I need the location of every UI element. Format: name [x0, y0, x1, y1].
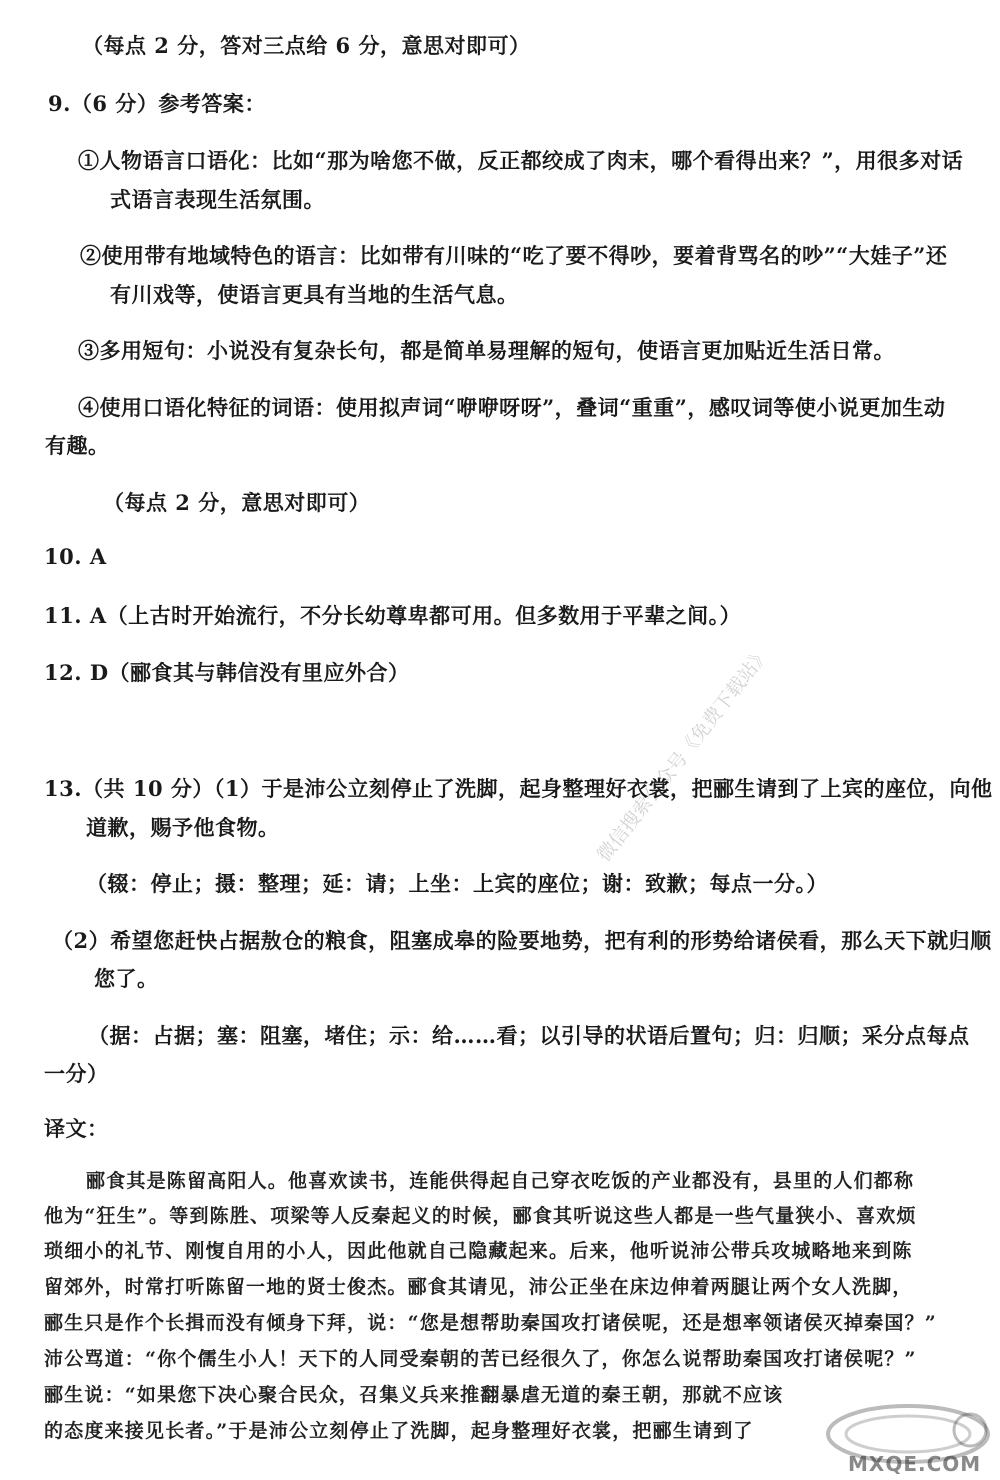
answer-line: ③多用短句：小说没有复杂长句，都是简单易理解的短句，使语言更加贴近生活日常。: [78, 338, 895, 363]
translation-line: 郦食其是陈留高阳人。他喜欢读书，连能供得起自己穿衣吃饭的产业都没有，县里的人们都称: [86, 1170, 915, 1192]
watermark-site: MXQE.COM: [848, 1452, 982, 1476]
answer-line: （每点 2 分，意思对即可）: [103, 490, 371, 515]
answer-line: 有趣。: [45, 433, 110, 458]
answer-line: （每点 2 分，答对三点给 6 分，意思对即可）: [82, 33, 531, 58]
answer-line: ④使用口语化特征的词语：使用拟声词“咿咿呀呀”，叠词“重重”，感叹词等使小说更加生动: [78, 395, 946, 420]
answer-line: 有川戏等，使语言更具有当地的生活气息。: [110, 282, 519, 307]
question-10-answer: 10. A: [44, 544, 107, 569]
answer-line: 式语言表现生活氛围。: [110, 187, 325, 212]
translation-line: 留郊外，时常打听陈留一地的贤士俊杰。郦食其请见，沛公正坐在床边伸着两腿让两个女人洗脚，: [44, 1276, 913, 1298]
answer-line: ①人物语言口语化：比如“那为啥您不做，反正都绞成了肉末，哪个看得出来？”，用很多对话: [78, 148, 964, 173]
answer-line: （2）希望您赶快占据敖仓的粮食，阻塞成皋的险要地势，把有利的形势给诸侯看，那么天下就归顺: [52, 928, 992, 953]
answer-line: 您了。: [94, 966, 159, 991]
answer-line: （辍：停止；摄：整理；延：请；上坐：上宾的座位；谢：致歉；每点一分。）: [86, 871, 828, 896]
answer-line: 一分）: [44, 1061, 109, 1086]
translation-line: 琐细小的礼节、刚愎自用的小人，因此他就自己隐藏起来。后来，他听说沛公带兵攻城略地来到陈: [44, 1240, 913, 1262]
translation-line: 郦生说：“如果您下决心聚合民众，召集义兵来推翻暴虐无道的秦王朝，那就不应该: [44, 1384, 784, 1406]
answer-line: （据：占据；塞：阻塞，堵住；示：给……看；以引导的状语后置句；归：归顺；采分点每点: [88, 1023, 970, 1048]
answer-line: 道歉，赐予他食物。: [86, 815, 280, 840]
question-12-answer: 12. D（郦食其与韩信没有里应外合）: [44, 660, 410, 685]
translation-line: 的态度来接见长者。”于是沛公立刻停止了洗脚，起身整理好衣裳，把郦生请到了: [44, 1420, 754, 1442]
translation-line: 他为“狂生”。等到陈胜、项梁等人反秦起义的时候，郦食其听说这些人都是一些气量狭小、喜欢烦: [44, 1205, 917, 1227]
question-9-heading: 9.（6 分）参考答案：: [48, 91, 266, 116]
question-13-heading: 13.（共 10 分）（1）于是沛公立刻停止了洗脚，起身整理好衣裳，把郦生请到了上宾的座位，向他: [44, 776, 993, 801]
translation-line: 沛公骂道：“你个儒生小人！天下的人同受秦朝的苦已经很久了，你怎么说帮助秦国攻打诸侯呢？”: [44, 1348, 917, 1370]
translation-heading: 译文：: [44, 1116, 109, 1141]
question-11-answer: 11. A（上古时开始流行，不分长幼尊卑都可用。但多数用于平辈之间。）: [44, 603, 742, 628]
answer-line: ②使用带有地域特色的语言：比如带有川味的“吃了要不得吵，要着背骂名的吵”“大娃子”还: [80, 243, 948, 268]
translation-line: 郦生只是作个长揖而没有倾身下拜，说：“您是想帮助秦国攻打诸侯呢，还是想率领诸侯灭掉秦国？”: [44, 1312, 937, 1334]
watermark-text: 微信搜索公众号《免费下载站》: [593, 642, 775, 867]
